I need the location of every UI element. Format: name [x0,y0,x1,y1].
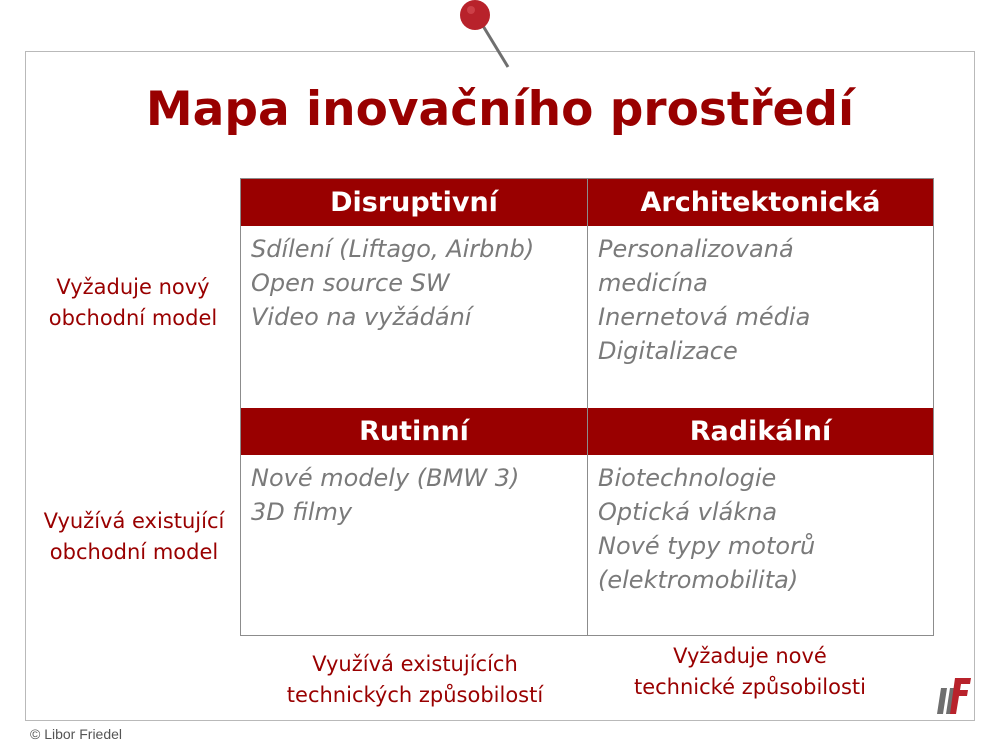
brand-logo-icon [933,676,973,716]
list-item: Open source SW [251,269,450,297]
col-label-line: technické způsobilosti [633,675,866,699]
col-label-line: Vyžaduje nové [673,644,827,668]
list-item: (elektromobilita) [598,566,799,594]
list-item: Sdílení (Liftago, Airbnb) [251,235,535,263]
col-label-line: technických způsobilostí [286,683,544,707]
row-label-existing-business-model [28,506,240,568]
list-item: Digitalizace [598,337,738,365]
quadrant-body-disruptive [241,226,587,334]
quadrant-body-architectural [588,226,933,368]
quadrant-body-routine [241,455,587,529]
pushpin-icon [450,0,520,70]
list-item: Nové typy motorů [598,532,816,560]
col-label-line: Využívá existujících [312,652,518,676]
quadrant-header-disruptive: Disruptivní [241,179,587,226]
row-label-line: obchodní model [48,306,218,330]
quadrant-body-radical [588,455,933,597]
quadrant-header-radical: Radikální [588,408,933,455]
divider [587,179,588,635]
row-label-line: obchodní model [49,540,219,564]
list-item: Video na vyžádání [251,303,472,331]
quadrant-header-architectural: Architektonická [588,179,933,226]
row-label-new-business-model [30,272,236,334]
list-item: Personalizovaná [598,235,794,263]
list-item: 3D filmy [251,498,353,526]
list-item: medicína [598,269,708,297]
list-item: Nové modely (BMW 3) [251,464,520,492]
col-label-existing-tech [260,649,570,711]
list-item: Optická vlákna [598,498,778,526]
copyright-notice: © Libor Friedel [30,726,123,742]
row-label-line: Využívá existující [43,509,225,533]
quadrant-header-routine: Rutinní [241,408,587,455]
row-label-line: Vyžaduje nový [56,275,210,299]
list-item: Biotechnologie [598,464,777,492]
col-label-new-tech [600,641,900,703]
list-item: Inernetová média [598,303,811,331]
page-title: Mapa inovačního prostředí [145,82,855,137]
innovation-matrix [240,178,934,636]
